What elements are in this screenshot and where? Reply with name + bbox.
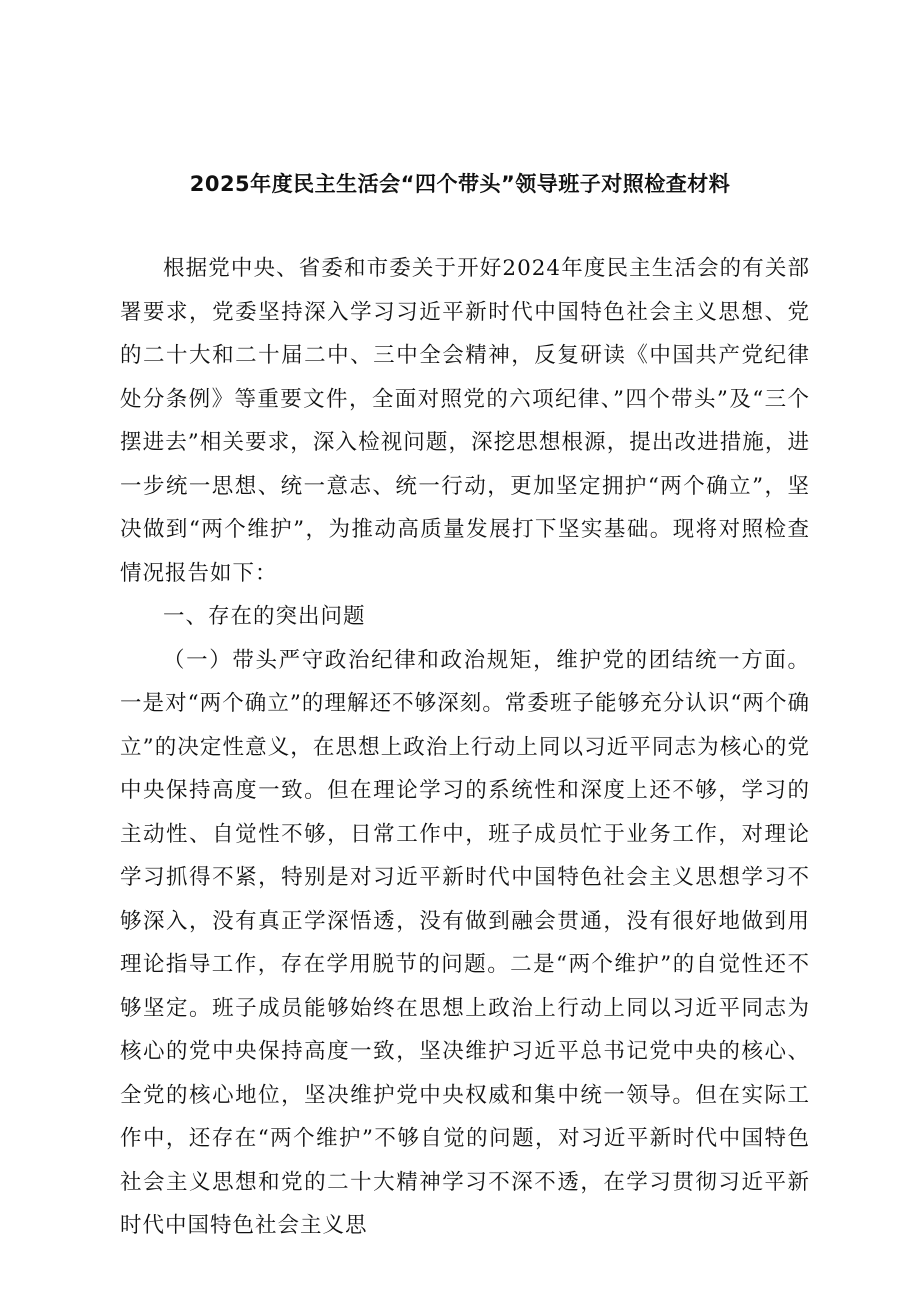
section-heading: 一、存在的突出问题 [163,604,366,629]
document-body [120,247,810,1248]
section-paragraph: （一）带头严守政治纪律和政治规矩，维护党的团结统一方面。一是对“两个确立”的理解还不够深刻。常委班子能够充分认识“两个确立”的决定性意义，在思想上政治上行动上同以习近平同志为核心的党中央保持高度一致。但在理论学习的系统性和深度上还不够，学习的主动性、自觉性不够，日常工作中，班子成员忙于业务工作，对理论学习抓得不紧，特别是对习近平新时代中国特色社会主义思想学习不够深入，没有真正学深悟透，没有做到融会贯通，没有很好地做到用理论指导工作，存在学用脱节的问题。二是“两个维护”的自觉性还不够坚定。班子成员能够始终在思想上政治上行动上同以习近平同志为核心的党中央保持高度一致，坚决维护习近平总书记党中央的核心、全党的核心地位，坚决维护党中央权威和集中统一领导。但在实际工作中，还存在“两个维护”不够自觉的问题，对习近平新时代中国特色社会主义思想和党的二十大精神学习不深不透，在学习贯彻习近平新时代中国特色社会主义思 [120,647,810,1238]
document-title: 2025年度民主生活会“四个带头”领导班子对照检查材料 [189,172,731,196]
intro-paragraph: 根据党中央、省委和市委关于开好2024年度民主生活会的有关部署要求，党委坚持深入学习习近平新时代中国特色社会主义思想、党的二十大和二十届二中、三中全会精神，反复研读《中国共产党纪律处分条例》等重要文件，全面对照党的六项纪律、”四个带头”及“三个摆进去”相关要求，深入检视问题，深挖思想根源，提出改进措施，进一步统一思想、统一意志、统一行动，更加坚定拥护“两个确立”，坚决做到“两个维护”，为推动高质量发展打下坚实基础。现将对照检查情况报告如下： [120,256,810,586]
